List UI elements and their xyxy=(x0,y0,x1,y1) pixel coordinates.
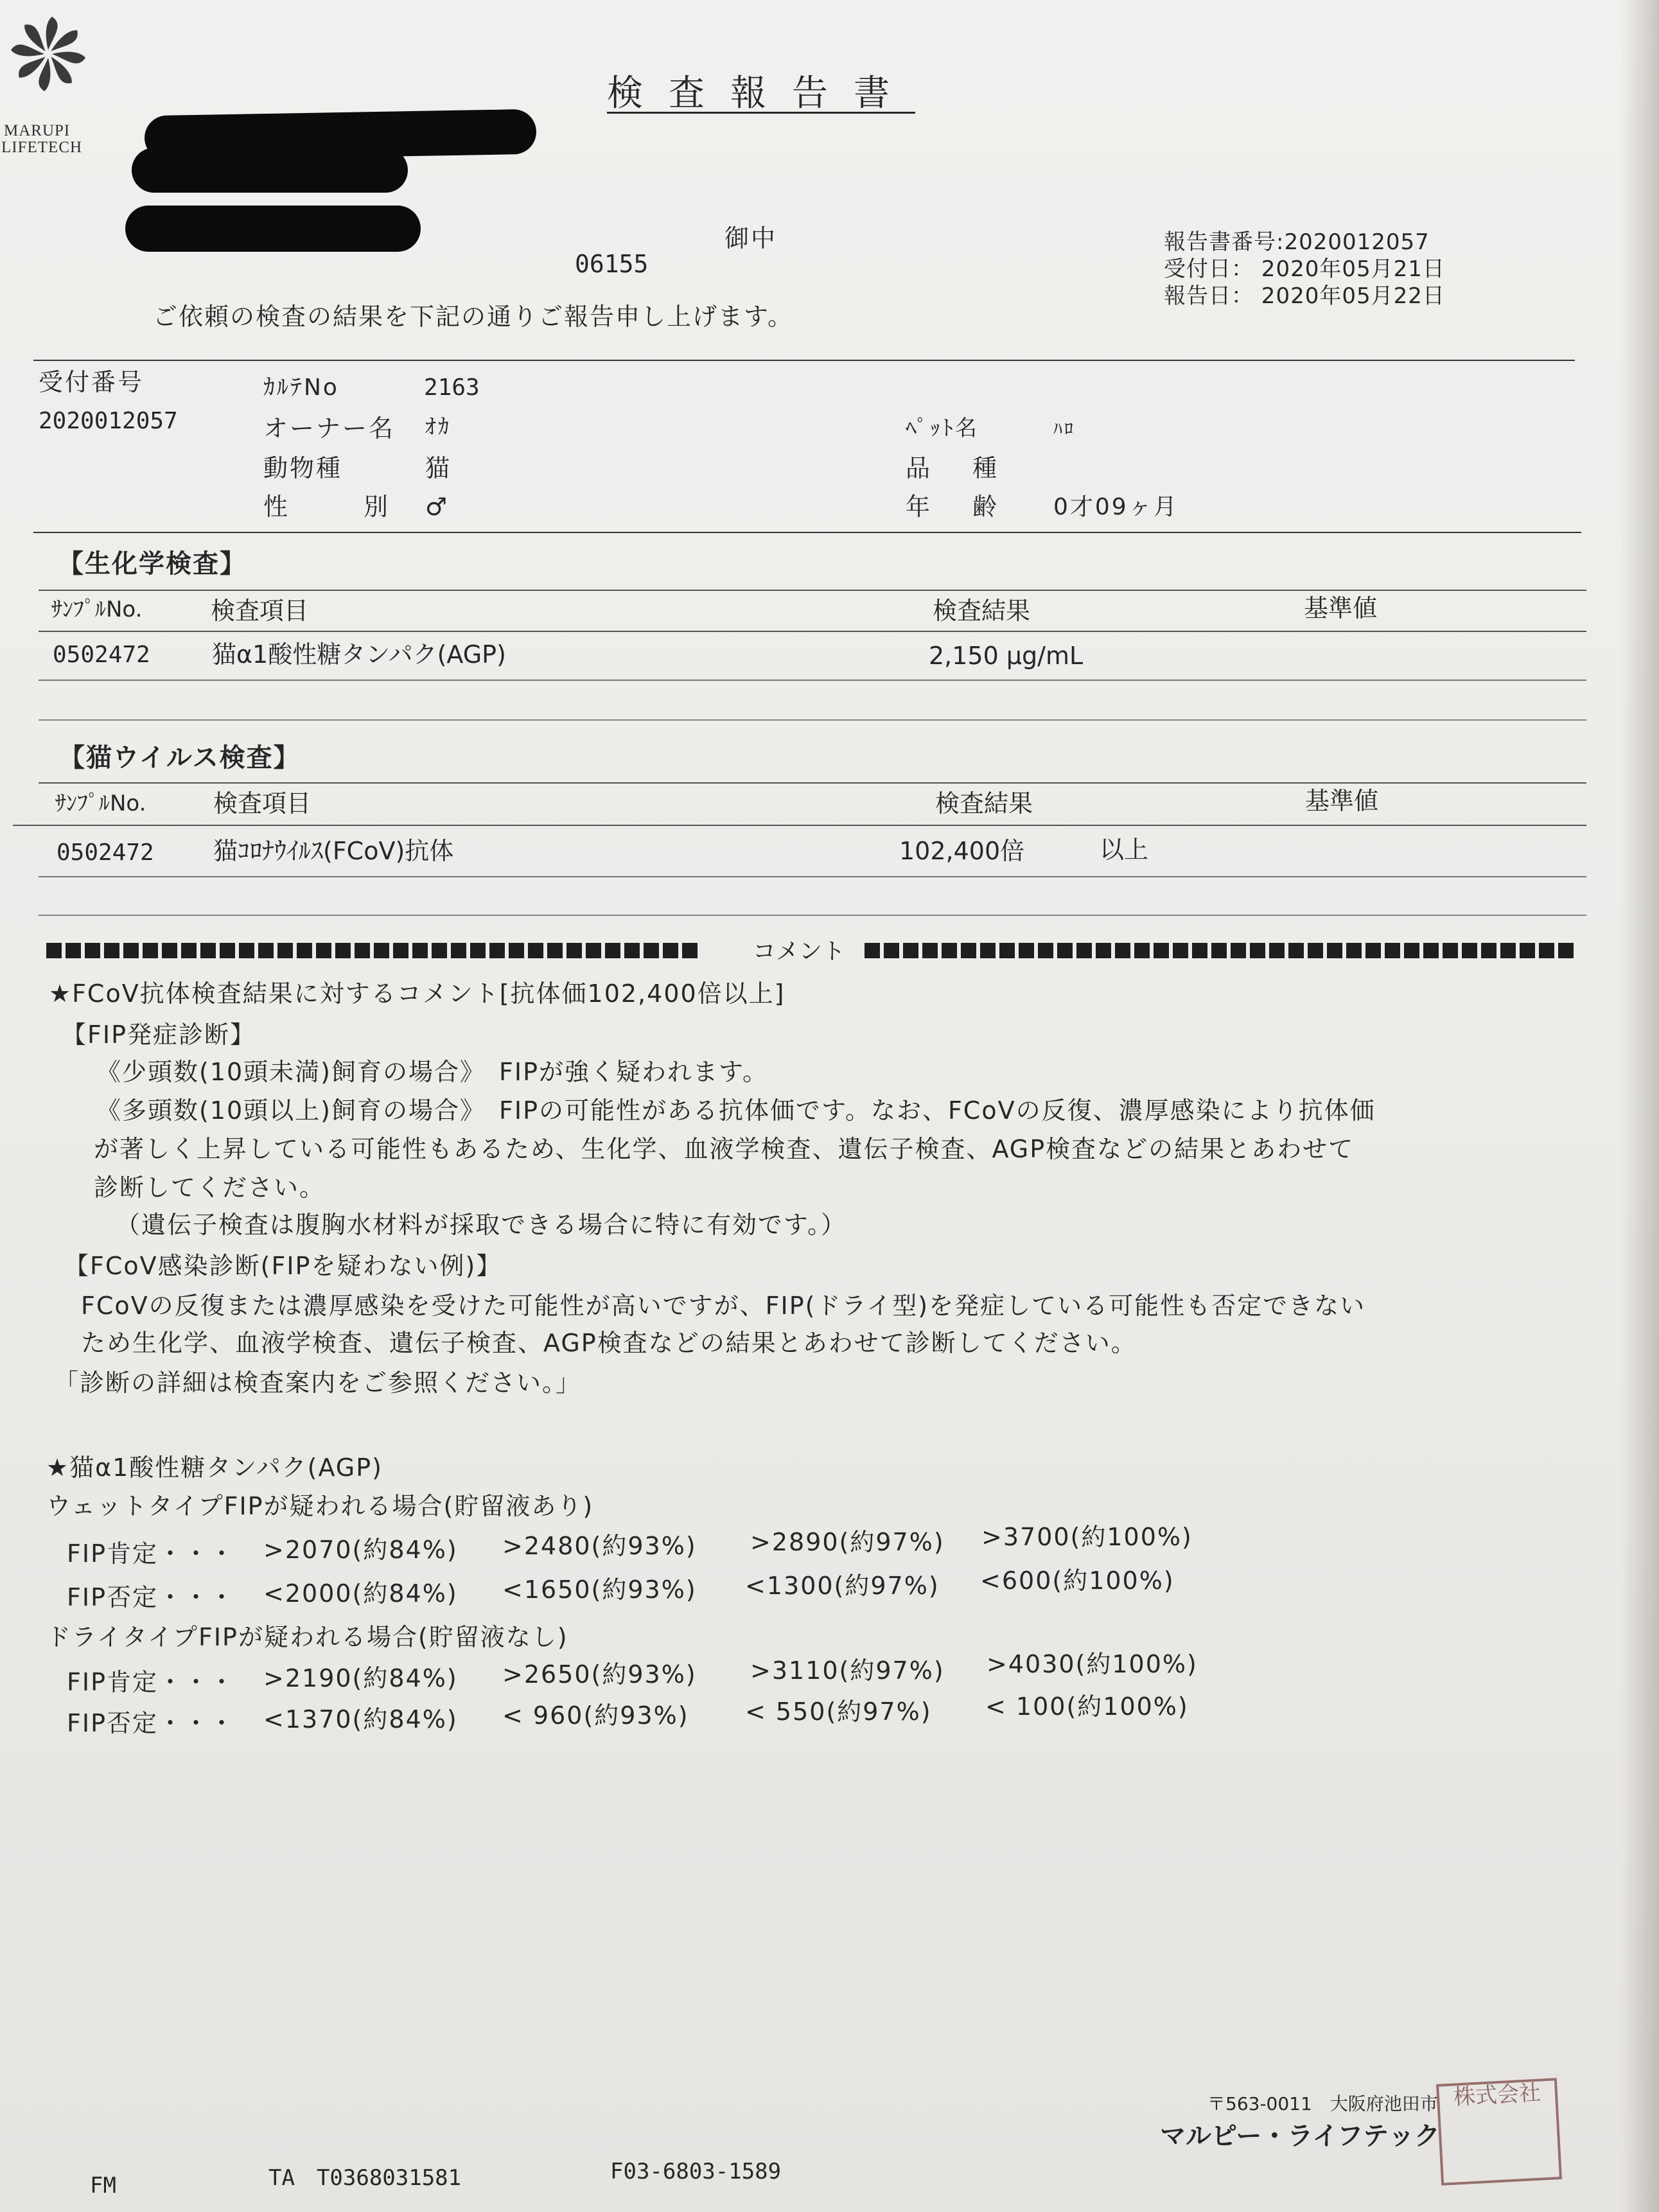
footer-code-fm: FM xyxy=(90,2173,116,2199)
clinic-code: 06155 xyxy=(575,250,649,278)
seal-text: 株式会社 xyxy=(1453,2080,1541,2111)
fcov-dx-title: 【FCoV感染診断(FIPを疑わない例)】 xyxy=(64,1252,502,1280)
agp-dry-title: ドライタイプFIPが疑われる場合(貯留液なし) xyxy=(46,1623,568,1651)
footer-address: 〒563-0011 大阪府池田市 xyxy=(1207,2093,1438,2114)
agp-dry-pos-value: >3110(約97%) xyxy=(750,1656,945,1685)
biochem-result: 2,150 μg/mL xyxy=(929,642,1084,670)
agp-wet-neg-label: FIP否定・・・ xyxy=(67,1583,235,1611)
comment-separator-label: コメント xyxy=(753,938,846,965)
species-value: 猫 xyxy=(425,454,452,482)
agp-wet-neg-value: <1300(約97%) xyxy=(745,1572,940,1600)
breed-label: 品 種 xyxy=(906,454,1006,482)
fip-dx-title: 【FIP発症診断】 xyxy=(62,1021,256,1049)
virus-test-item: 猫ｺﾛﾅｳｲﾙｽ(FCoV)抗体 xyxy=(213,837,454,865)
virus-header-sample: ｻﾝﾌﾟﾙNo. xyxy=(55,791,146,816)
agp-dry-neg-value: < 550(約97%) xyxy=(745,1698,932,1726)
age-label: 年 齢 xyxy=(906,493,1006,521)
divider xyxy=(33,532,1581,533)
biochem-header-sample: ｻﾝﾌﾟﾙNo. xyxy=(51,597,143,622)
biochem-header-item: 検査項目 xyxy=(211,597,309,625)
chart-number: 2163 xyxy=(424,374,480,401)
comment-multi-herd-2: が著しく上昇している可能性もあるため、生化学、血液学検査、遺伝子検査、AGP検査などの結果とあわせて xyxy=(94,1135,1355,1163)
agp-wet-pos-value: >2480(約93%) xyxy=(502,1532,697,1560)
divider xyxy=(39,782,1586,784)
owner-label: オーナー名 xyxy=(263,414,396,443)
fcov-comment-title: ★FCoV抗体検査結果に対するコメント[抗体価102,400倍以上] xyxy=(49,979,786,1008)
report-number: 報告書番号:2020012057 xyxy=(1164,229,1430,255)
agp-dry-pos-value: >2190(約84%) xyxy=(263,1664,458,1692)
agp-wet-pos-value: >2070(約84%) xyxy=(263,1536,458,1564)
divider xyxy=(39,680,1586,681)
reception-label: 受付番号 xyxy=(39,368,145,396)
sex-value: ♂ xyxy=(425,493,450,521)
comment-fcov-2: ため生化学、血液学検査、遺伝子検査、AGP検査などの結果とあわせて診断してください。 xyxy=(81,1329,1137,1357)
biochem-sample-no: 0502472 xyxy=(53,642,150,668)
reception-number: 2020012057 xyxy=(39,408,178,434)
comment-detail-note: 「診断の詳細は検査案内をご参照ください。」 xyxy=(54,1369,582,1397)
agp-wet-pos-label: FIP肯定・・・ xyxy=(67,1540,235,1568)
marupi-logo xyxy=(0,6,122,154)
divider xyxy=(33,360,1575,361)
species-label: 動物種 xyxy=(263,454,343,482)
comment-fcov-1: FCoVの反復または濃厚感染を受けた可能性が高いですが、FIP(ドライ型)を発症している可能性も否定できない xyxy=(81,1292,1366,1320)
pet-label: ﾍﾟｯﾄ名 xyxy=(906,416,979,441)
divider xyxy=(39,915,1586,916)
virus-header-result: 検査結果 xyxy=(935,789,1033,818)
comment-separator-left xyxy=(46,943,698,958)
virus-header-item: 検査項目 xyxy=(213,789,312,818)
agp-wet-neg-value: <600(約100%) xyxy=(980,1567,1175,1595)
comment-small-herd: 《少頭数(10頭未満)飼育の場合》 FIPが強く疑われます。 xyxy=(96,1058,768,1086)
agp-wet-pos-value: >3700(約100%) xyxy=(981,1523,1193,1551)
agp-dry-pos-value: >4030(約100%) xyxy=(987,1650,1198,1678)
flower-logo-icon xyxy=(6,10,90,100)
divider xyxy=(39,719,1586,721)
agp-wet-title: ウェットタイプFIPが疑われる場合(貯留液あり) xyxy=(46,1492,594,1520)
pet-name: ﾊﾛ xyxy=(1053,418,1076,439)
agp-title: ★猫α1酸性糖タンパク(AGP) xyxy=(46,1453,383,1482)
sex-label: 性 別 xyxy=(263,493,414,521)
logo-text-line2: LIFETECH xyxy=(1,139,83,156)
divider xyxy=(39,631,1586,632)
biochem-test-item: 猫α1酸性糖タンパク(AGP) xyxy=(212,640,506,669)
virus-sample-no: 0502472 xyxy=(57,839,154,866)
comment-multi-herd: 《多頭数(10頭以上)飼育の場合》 FIPの可能性がある抗体価です。なお、FCoVの反復、濃厚感染により抗体価 xyxy=(96,1096,1376,1125)
biochem-section-title: 【生化学検査】 xyxy=(58,549,247,579)
redaction-bar xyxy=(132,148,408,193)
footer-code-ta: TA T0368031581 xyxy=(268,2165,462,2191)
footer-code-fax: F03-6803-1589 xyxy=(610,2159,782,2184)
comment-separator-right xyxy=(865,943,1574,958)
age-value: 0才09ヶ月 xyxy=(1053,494,1179,520)
chart-label: ｶﾙﾃNo xyxy=(263,374,339,401)
owner-name: ｵｶ xyxy=(425,414,451,440)
virus-section-title: 【猫ウイルス検査】 xyxy=(59,743,301,773)
agp-dry-neg-value: <1370(約84%) xyxy=(263,1705,458,1734)
virus-result: 102,400倍 xyxy=(899,837,1025,865)
intro-text: ご依頼の検査の結果を下記の通りご報告申し上げます。 xyxy=(153,303,793,331)
honorific: 御中 xyxy=(724,224,778,252)
agp-dry-neg-value: < 960(約93%) xyxy=(502,1701,689,1730)
agp-dry-pos-value: >2650(約93%) xyxy=(502,1660,697,1689)
agp-wet-neg-value: <1650(約93%) xyxy=(502,1576,697,1604)
page-title: 検査報告書 xyxy=(607,73,915,114)
virus-result-note: 以上 xyxy=(1100,836,1149,864)
report-date: 報告日： 2020年05月22日 xyxy=(1164,283,1445,309)
divider xyxy=(13,825,1586,826)
comment-multi-herd-3: 診断してください。 xyxy=(94,1173,326,1202)
agp-wet-neg-value: <2000(約84%) xyxy=(263,1579,458,1608)
divider xyxy=(39,590,1586,591)
comment-gene-test: （遺伝子検査は腹胸水材料が採取できる場合に特に有効です。） xyxy=(116,1211,847,1239)
received-date: 受付日： 2020年05月21日 xyxy=(1164,256,1445,282)
agp-dry-pos-label: FIP肯定・・・ xyxy=(67,1668,235,1696)
agp-wet-pos-value: >2890(約97%) xyxy=(750,1528,945,1556)
logo-text-line1: MARUPI xyxy=(4,122,71,139)
agp-dry-neg-value: < 100(約100%) xyxy=(985,1692,1189,1721)
footer-company: マルピー・ライフテック xyxy=(1160,2121,1440,2151)
divider xyxy=(39,876,1586,877)
biochem-header-reference: 基準値 xyxy=(1304,594,1378,622)
agp-dry-neg-label: FIP否定・・・ xyxy=(67,1709,235,1737)
biochem-header-result: 検査結果 xyxy=(933,597,1031,625)
company-seal xyxy=(1436,2078,1562,2186)
virus-header-reference: 基準値 xyxy=(1305,787,1379,815)
redaction-bar xyxy=(125,206,421,252)
